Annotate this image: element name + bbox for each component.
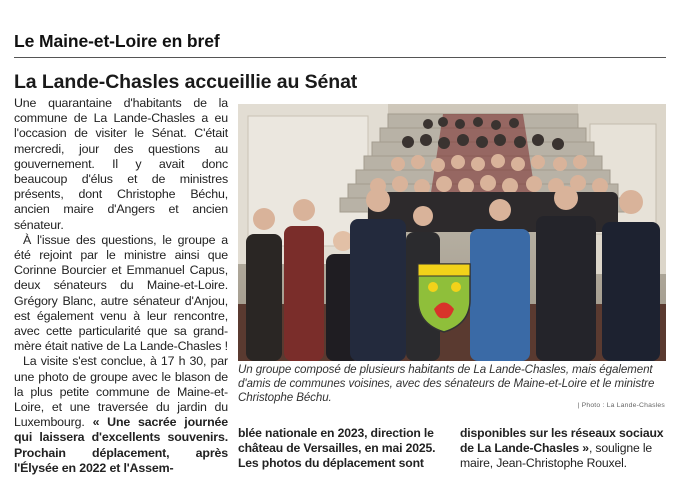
photo-caption: Un groupe composé de plusieurs habitants de La Lande-Chasles, mais également d'amis de communes voisines, avec des sénateurs de Maine-et-Loire et le ministre Christophe Béchu. bbox=[238, 363, 655, 404]
paragraph-2: À l'issue des questions, le groupe a été rejoint par le ministre ainsi que Corinne Bourcier et Emmanuel Capus, deux sénateurs du Maine-et-Loire. Grégory Blanc, autre sénateur d'Anjou, est également venu à leur rencontre, avec cette particularité que sa grand-mère était native de La Lande-Chasles ! bbox=[14, 232, 228, 354]
mayor-quote-end: disponibles sur les réseaux sociaux de La Lande-Chasles » bbox=[460, 426, 664, 456]
paragraph-3 bbox=[14, 354, 228, 476]
section-rubric: Le Maine-et-Loire en bref bbox=[14, 31, 220, 51]
coat-of-arms-icon bbox=[418, 264, 470, 332]
group-photo bbox=[238, 104, 666, 361]
rubric-divider bbox=[14, 57, 666, 58]
attribution: , souligne le maire, Jean-Christophe Rouxel. bbox=[460, 441, 653, 471]
paragraph-3-text: La visite s'est conclue, à 17 h 30, par une photo de groupe avec le blason de la plus petite commune de Maine-et-Loire, et une traversée du jardin du Luxembourg. bbox=[14, 354, 228, 430]
article-column-1 bbox=[14, 96, 228, 476]
group-photo-illustration bbox=[238, 104, 666, 361]
article-headline: La Lande-Chasles accueillie au Sénat bbox=[14, 71, 358, 93]
mayor-quote-start: « Une sacrée journée qui laissera d'excellents souvenirs. Prochain déplacement, après l'Élysée en 2022 et l'Assem- bbox=[14, 415, 228, 475]
photo-credit: | Photo : La Lande-Chasles bbox=[577, 402, 665, 409]
article-column-3 bbox=[460, 426, 666, 472]
article-column-2: blée nationale en 2023, direction le château de Versailles, en mai 2025. Les photos du déplacement sont bbox=[238, 426, 436, 471]
paragraph-1: Une quarantaine d'habitants de la commune de La Lande-Chasles a eu l'occasion de visiter le Sénat. C'était mercredi, jour des questions au gouvernement. Il y avait donc beaucoup d'élus et de ministres présents, dont Christophe Béchu, ancien maire d'Angers et ancien sénateur. bbox=[14, 96, 228, 232]
